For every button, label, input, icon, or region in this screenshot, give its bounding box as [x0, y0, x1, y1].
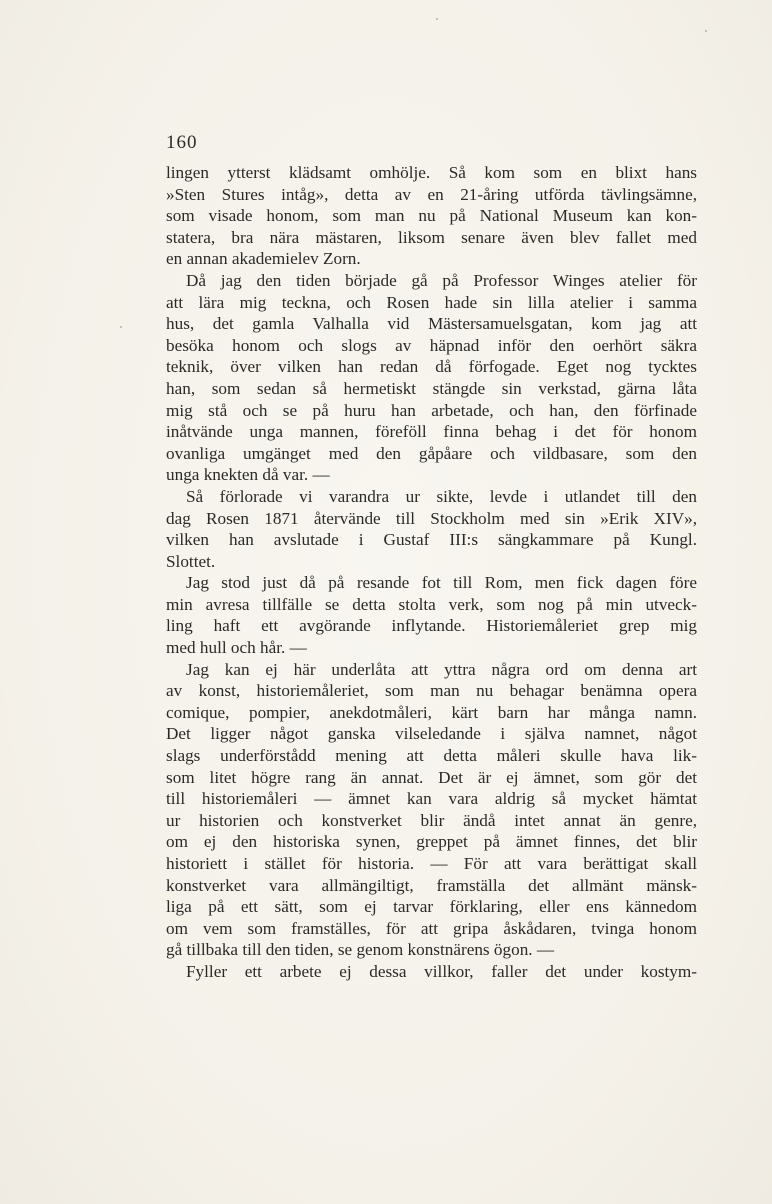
body-text	[166, 162, 697, 983]
text-line: om vem som framställes, för att gripa åskådaren, tvinga honom	[166, 918, 697, 938]
text-line: teknik, över vilken han redan då förfogade. Eget nog tycktes	[166, 357, 697, 377]
text-line: »Sten Stures intåg», detta av en 21-åring utförda tävlingsämne,	[166, 184, 697, 204]
text-line: Då jag den tiden började gå på Professor Winges atelier för	[186, 270, 697, 290]
page-number: 160	[166, 132, 198, 153]
text-line: hus, det gamla Valhalla vid Mästersamuelsgatan, kom jag att	[166, 314, 697, 334]
text-line: gå tillbaka till den tiden, se genom konstnärens ögon. —	[166, 940, 555, 960]
text-line: Jag kan ej här underlåta att yttra några ord om denna art	[186, 659, 697, 679]
text-line: statera, bra nära mästaren, liksom senare även blev fallet med	[166, 227, 697, 247]
text-line: Det ligger något ganska vilseledande i själva namnet, något	[166, 724, 697, 744]
text-line: ur historien och konstverket blir ändå intet annat än genre,	[166, 810, 697, 830]
text-line: comique, pompier, anekdotmåleri, kärt barn har många namn.	[166, 702, 697, 722]
text-line: ovanliga umgänget med den gåpåare och vildbasare, som den	[166, 443, 697, 463]
text-line: Jag stod just då på resande fot till Rom, men fick dagen före	[186, 573, 697, 593]
text-line: Så förlorade vi varandra ur sikte, levde i utlandet till den	[186, 486, 697, 506]
text-line: unga knekten då var. —	[166, 465, 330, 485]
text-line: med hull och hår. —	[166, 638, 307, 658]
text-line: liga på ett sätt, som ej tarvar förklaring, eller ens kännedom	[166, 897, 697, 917]
text-line: Fyller ett arbete ej dessa villkor, faller det under kostym-	[186, 961, 697, 981]
text-line: som litet högre rang än annat. Det är ej ämnet, som gör det	[166, 767, 697, 787]
text-line: som visade honom, som man nu på National Museum kan kon-	[166, 206, 697, 226]
text-line: inåtvände unga mannen, föreföll finna behag i det för honom	[166, 422, 697, 442]
paper-speck	[436, 18, 438, 20]
text-line: Slottet.	[166, 551, 216, 571]
text-line: dag Rosen 1871 återvände till Stockholm med sin »Erik XIV»,	[166, 508, 697, 528]
text-line: att lära mig teckna, och Rosen hade sin lilla atelier i samma	[166, 292, 697, 312]
text-line: slags underförstådd mening att detta måleri skulle hava lik-	[166, 746, 697, 766]
text-line: han, som sedan så hermetiskt stängde sin verkstad, gärna låta	[166, 378, 697, 398]
text-line: en annan akademielev Zorn.	[166, 249, 361, 269]
paper-speck	[705, 30, 707, 32]
text-line: historiett i stället för historia. — För att vara berättigat skall	[166, 854, 697, 873]
text-line: ling haft ett avgörande inflytande. Historiemåleriet grep mig	[166, 616, 697, 636]
text-line: konstverket vara allmängiltigt, framställa det allmänt mänsk-	[166, 875, 697, 895]
text-line: av konst, historiemåleriet, som man nu behagar benämna opera	[166, 681, 697, 701]
text-line: till historiemåleri — ämnet kan vara aldrig så mycket hämtat	[166, 789, 697, 809]
text-line: om ej den historiska synen, greppet på ämnet finnes, det blir	[166, 832, 697, 852]
text-line: lingen ytterst klädsamt omhölje. Så kom som en blixt hans	[166, 163, 697, 182]
text-line: mig stå och se på huru han arbetade, och han, den förfinade	[166, 400, 697, 420]
text-line: min avresa tillfälle se detta stolta verk, som nog på min utveck-	[166, 594, 697, 614]
text-line: vilken han avslutade i Gustaf III:s sängkammare på Kungl.	[166, 530, 697, 550]
text-line: besöka honom och slogs av häpnad inför den oerhört säkra	[166, 335, 697, 355]
paper-speck	[120, 326, 122, 328]
